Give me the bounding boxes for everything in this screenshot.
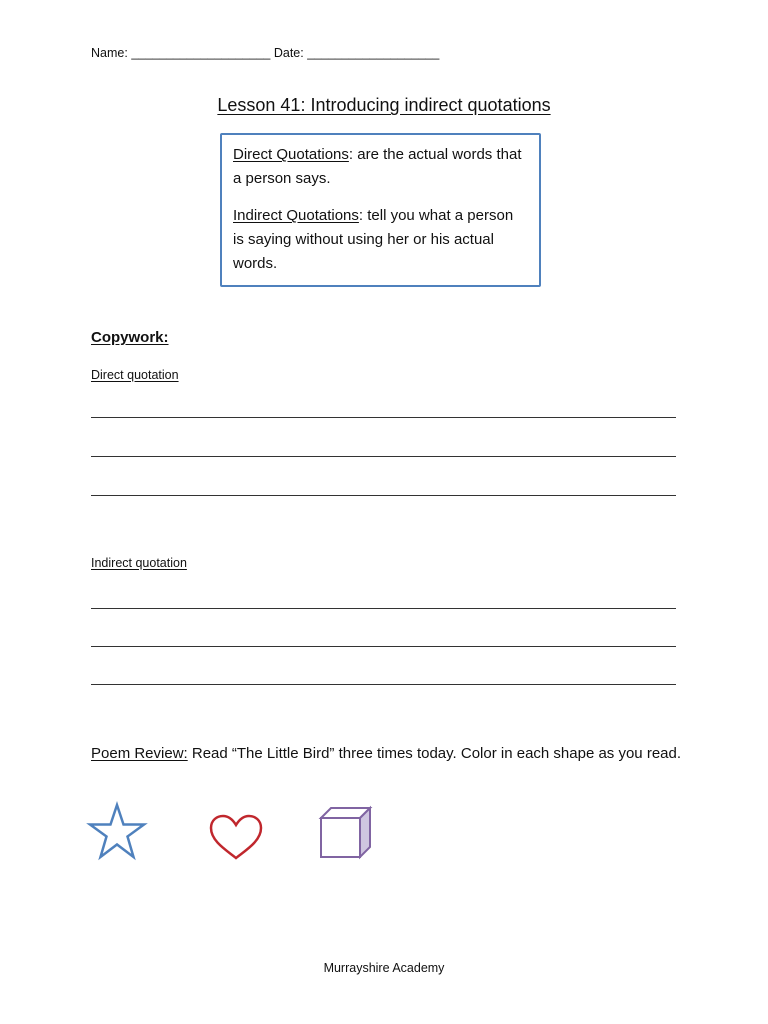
poem-review-label: Poem Review:: [91, 745, 188, 762]
footer-school-name: Murrayshire Academy: [323, 961, 445, 975]
direct-text: : are the actual words that a person says.: [233, 146, 522, 187]
copywork-heading: Copywork:: [91, 329, 169, 346]
poem-review-text: Read “The Little Bird” three times today. Color in each shape as you read.: [187, 745, 682, 762]
direct-definition: [233, 143, 528, 191]
name-field[interactable]: ____________________: [131, 46, 271, 60]
writing-line[interactable]: [91, 456, 676, 457]
name-label: Name:: [91, 46, 128, 60]
heart-icon[interactable]: [208, 814, 268, 864]
date-label: Date:: [273, 46, 304, 60]
date-field[interactable]: ___________________: [307, 46, 440, 60]
writing-line[interactable]: [91, 495, 676, 496]
star-icon[interactable]: [88, 803, 148, 863]
name-date-header: [91, 46, 439, 60]
indirect-definition: [233, 204, 528, 276]
indirect-quotation-label: Indirect quotation: [91, 556, 187, 570]
direct-term: Direct Quotations: [233, 146, 349, 163]
lesson-title-text: Lesson 41: Introducing indirect quotations: [217, 95, 551, 115]
definition-box: [220, 133, 541, 287]
poem-review: [91, 741, 691, 766]
writing-line[interactable]: [91, 646, 676, 647]
direct-quotation-label: Direct quotation: [91, 368, 179, 382]
writing-line[interactable]: [91, 417, 676, 418]
writing-line[interactable]: [91, 608, 676, 609]
indirect-text: : tell you what a person is saying without using her or his actual words.: [233, 207, 514, 272]
writing-line[interactable]: [91, 684, 676, 685]
indirect-term: Indirect Quotations: [233, 207, 359, 224]
cube-icon[interactable]: [319, 806, 375, 862]
lesson-title: [0, 95, 768, 116]
